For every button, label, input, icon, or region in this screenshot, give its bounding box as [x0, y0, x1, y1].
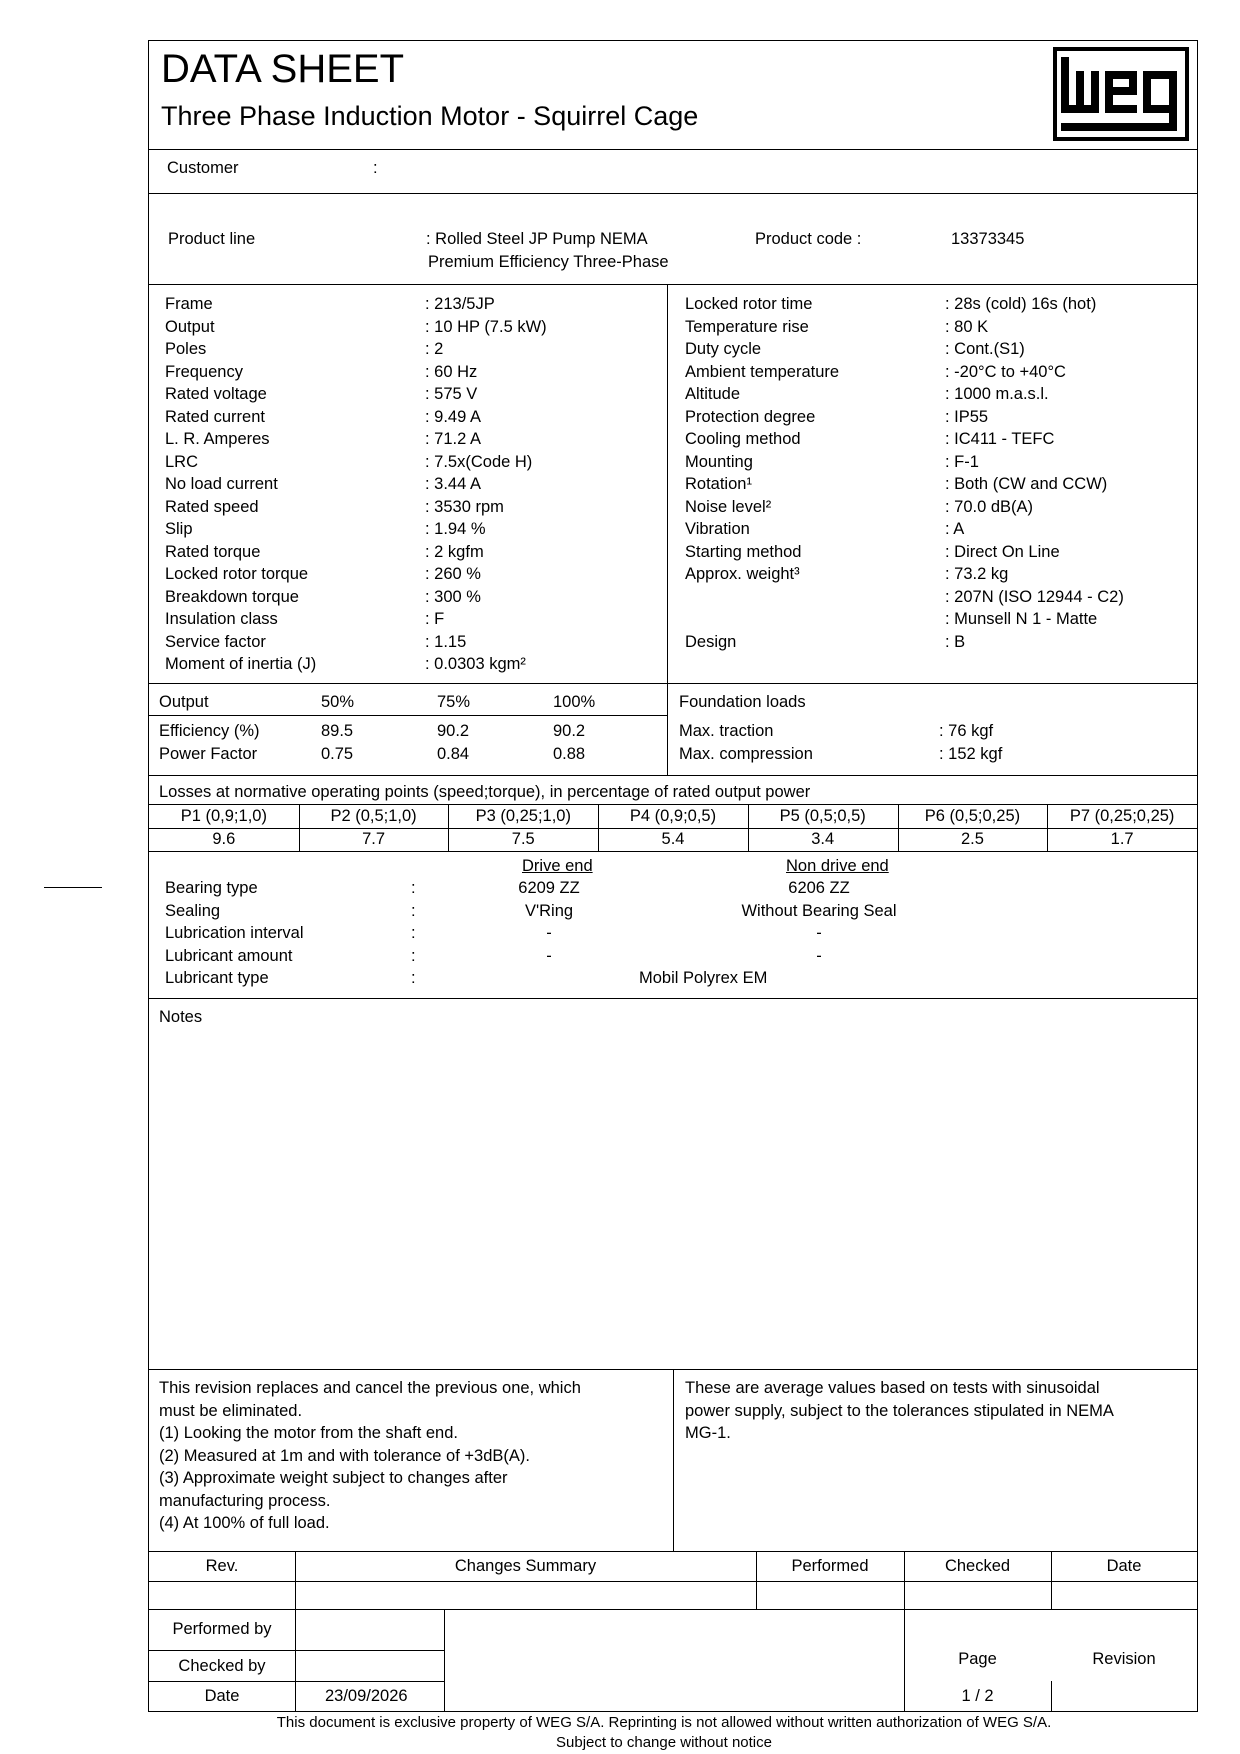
specs-left-labels	[165, 293, 316, 676]
column-divider	[1047, 804, 1048, 851]
loss-point-value: 9.6	[212, 830, 236, 848]
product-line-value-2: Premium Efficiency Three-Phase	[428, 253, 669, 271]
max-compression-label: Max. compression	[679, 745, 813, 763]
remark-line: power supply, subject to the tolerances stipulated in NEMA	[685, 1401, 1114, 1420]
specs-right-values	[945, 293, 1124, 653]
customer-separator: :	[373, 159, 378, 177]
spec-value: : Munsell N 1 - Matte	[945, 610, 1098, 628]
bearing-row-separator: :	[411, 924, 416, 942]
spec-label: Approx. weight³	[685, 565, 800, 583]
spec-value: : 1.15	[425, 632, 467, 651]
spec-value: : 260 %	[425, 565, 481, 583]
bearing-row-separator: :	[411, 946, 416, 965]
customer-label: Customer	[167, 159, 239, 177]
changes-summary-header: Changes Summary	[454, 1557, 597, 1575]
spec-value: : 7.5x(Code H)	[425, 452, 533, 471]
spec-value: : 10 HP (7.5 kW)	[425, 317, 547, 336]
rev-header: Rev.	[205, 1557, 239, 1575]
spec-label: Protection degree	[685, 407, 816, 426]
drive-end-header: Drive end	[522, 857, 593, 875]
remark-line: These are average values based on tests with sinusoidal	[685, 1379, 1100, 1397]
spec-value: : Direct On Line	[945, 542, 1060, 561]
drive-end-value: V'Ring	[524, 901, 574, 920]
weg-logo	[1053, 47, 1189, 141]
efficiency-100: 90.2	[553, 722, 586, 740]
specs-right-labels	[685, 293, 839, 653]
spec-value: : 70.0 dB(A)	[945, 497, 1034, 516]
loss-point-value: 1.7	[1110, 830, 1134, 848]
spec-value: : 9.49 A	[425, 407, 481, 426]
remark-line: This revision replaces and cancel the previous one, which	[159, 1379, 581, 1397]
spec-label: Service factor	[165, 632, 266, 651]
loss-point-value: 3.4	[811, 830, 835, 848]
loss-point-value: 7.5	[511, 830, 535, 848]
bearing-row-label: Lubrication interval	[165, 924, 304, 942]
divider	[149, 1581, 1197, 1582]
efficiency-label: Efficiency (%)	[159, 722, 260, 740]
loss-point-header: P7 (0,25;0,25)	[1069, 807, 1175, 825]
drive-end-value: -	[546, 924, 552, 942]
spec-value: : 207N (ISO 12944 - C2)	[945, 587, 1124, 606]
footer-copyright: This document is exclusive property of WEG S/A. Reprinting is not allowed without written authorization of WEG S/A.	[276, 1714, 1052, 1731]
checked-header: Checked	[944, 1557, 1011, 1575]
spec-value: : 73.2 kg	[945, 565, 1009, 583]
date-value: 23/09/2026	[325, 1687, 408, 1705]
spec-value: : 0.0303 kgm²	[425, 655, 526, 673]
product-line-label: Product line	[168, 230, 256, 248]
spec-label: Rated torque	[165, 542, 261, 561]
losses-table	[149, 804, 1197, 851]
bearing-row-separator: :	[411, 901, 416, 920]
loss-point-header: P4 (0,9;0,5)	[629, 807, 717, 825]
divider	[149, 1609, 1197, 1610]
foundation-title: Foundation loads	[679, 693, 806, 711]
spec-value: : IP55	[945, 407, 989, 426]
date-label: Date	[204, 1687, 240, 1705]
divider	[149, 683, 1197, 684]
loss-point-header: P6 (0,5;0,25)	[924, 807, 1021, 825]
spec-label: Noise level²	[685, 497, 772, 516]
spec-label: Frame	[165, 295, 213, 313]
spec-value: : 300 %	[425, 587, 481, 606]
spec-value: : Both (CW and CCW)	[945, 475, 1108, 493]
spec-value: : B	[945, 632, 966, 651]
product-line-value-1: : Rolled Steel JP Pump NEMA	[426, 230, 648, 248]
divider	[149, 1681, 444, 1682]
drive-end-value: 6209 ZZ	[518, 879, 580, 897]
spec-value: : F-1	[945, 452, 979, 471]
spec-value: : 28s (cold) 16s (hot)	[945, 295, 1097, 313]
column-divider	[444, 1609, 445, 1712]
spec-value: : F	[425, 610, 445, 628]
efficiency-50: 89.5	[321, 722, 354, 740]
spec-value: : 213/5JP	[425, 295, 495, 313]
divider	[149, 715, 667, 716]
spec-label: Moment of inertia (J)	[165, 655, 317, 673]
spec-label: L. R. Amperes	[165, 430, 270, 448]
revision-label: Revision	[1092, 1650, 1156, 1668]
spec-label	[685, 608, 839, 631]
max-compression-value: : 152 kgf	[939, 745, 1003, 763]
losses-title: Losses at normative operating points (speed;torque), in percentage of rated output power	[159, 783, 811, 801]
spec-value: : A	[945, 520, 965, 538]
loss-point-value: 5.4	[661, 830, 685, 848]
spec-value: : 80 K	[945, 317, 989, 336]
max-traction-value: : 76 kgf	[939, 722, 994, 740]
spec-label: Rated current	[165, 407, 265, 426]
spec-value: : -20°C to +40°C	[945, 362, 1066, 381]
column-divider	[667, 683, 668, 775]
drive-end-value: -	[546, 946, 552, 965]
column-divider	[448, 804, 449, 851]
notes-label: Notes	[159, 1008, 203, 1026]
spec-label: Breakdown torque	[165, 587, 299, 606]
spec-label: Rotation¹	[685, 475, 752, 493]
spec-label: Ambient temperature	[685, 362, 840, 381]
spec-label: LRC	[165, 452, 199, 471]
footer-notice: Subject to change without notice	[556, 1734, 772, 1751]
perf-output-label: Output	[159, 693, 209, 711]
perf-load-100: 100%	[553, 693, 596, 711]
divider	[149, 1551, 1197, 1552]
non-drive-end-value: 6206 ZZ	[788, 879, 850, 897]
divider	[149, 1650, 444, 1651]
spec-value: : Cont.(S1)	[945, 340, 1025, 358]
column-divider	[673, 1369, 674, 1551]
page-value: 1 / 2	[961, 1687, 994, 1705]
spec-label: Altitude	[685, 385, 741, 403]
spec-label: Vibration	[685, 520, 750, 538]
page-label: Page	[958, 1650, 997, 1668]
spec-value: : 60 Hz	[425, 362, 478, 381]
product-code-label: Product code :	[755, 230, 862, 248]
power-factor-75: 0.84	[437, 745, 470, 763]
power-factor-label: Power Factor	[159, 745, 258, 763]
column-divider	[1051, 1681, 1052, 1712]
page-subtitle: Three Phase Induction Motor - Squirrel Cage	[161, 101, 699, 131]
spec-value: : 1000 m.a.s.l.	[945, 385, 1049, 403]
divider	[149, 193, 1197, 194]
remark-line: (4) At 100% of full load.	[159, 1514, 330, 1532]
efficiency-75: 90.2	[437, 722, 470, 740]
data-sheet	[148, 40, 1198, 1712]
non-drive-end-value: Without Bearing Seal	[741, 901, 897, 920]
spec-label: Rated voltage	[165, 385, 267, 403]
spec-label: No load current	[165, 475, 278, 493]
column-divider	[898, 804, 899, 851]
perf-load-50: 50%	[321, 693, 355, 711]
spec-label: Design	[685, 632, 737, 651]
non-drive-end-value: -	[816, 924, 822, 942]
remarks-right	[685, 1377, 1114, 1445]
non-drive-end-value: -	[816, 946, 822, 965]
spec-label: Output	[165, 317, 215, 336]
remark-line: (3) Approximate weight subject to changes after	[159, 1469, 508, 1487]
divider	[149, 998, 1197, 999]
spec-value: : 2 kgfm	[425, 542, 484, 561]
lubricant-type-label: Lubricant type	[165, 969, 269, 987]
spec-label: Rated speed	[165, 497, 259, 516]
column-divider	[748, 804, 749, 851]
spec-label	[685, 586, 839, 609]
spec-value: : 1.94 %	[425, 520, 486, 538]
loss-point-value: 7.7	[362, 830, 386, 848]
spec-label: Locked rotor torque	[165, 565, 309, 583]
column-divider	[299, 804, 300, 851]
loss-point-header: P1 (0,9;1,0)	[180, 807, 267, 825]
remarks-left	[159, 1377, 581, 1535]
column-divider	[295, 1609, 296, 1712]
performed-header: Performed	[791, 1557, 869, 1575]
remark-line: (2) Measured at 1m and with tolerance of +3dB(A).	[159, 1446, 530, 1465]
spec-label: Starting method	[685, 542, 802, 561]
divider	[149, 284, 1197, 285]
divider	[149, 149, 1197, 150]
spec-label: Insulation class	[165, 610, 278, 628]
date-header: Date	[1106, 1557, 1142, 1575]
spec-value: : IC411 - TEFC	[945, 430, 1055, 448]
spec-value: : 71.2 A	[425, 430, 481, 448]
max-traction-label: Max. traction	[679, 722, 774, 740]
divider	[149, 775, 1197, 776]
column-divider	[667, 284, 668, 683]
bearing-row-label: Lubricant amount	[165, 946, 293, 965]
perf-load-75: 75%	[437, 693, 471, 711]
bearing-row-separator: :	[411, 879, 416, 897]
non-drive-end-header: Non drive end	[786, 857, 889, 875]
loss-point-header: P2 (0,5;1,0)	[330, 807, 417, 825]
column-divider	[598, 804, 599, 851]
spec-value: : 2	[425, 340, 444, 358]
power-factor-100: 0.88	[553, 745, 586, 763]
specs-left-values	[425, 293, 547, 676]
lubricant-type-separator: :	[411, 969, 416, 987]
margin-mark	[44, 887, 102, 888]
spec-label: Frequency	[165, 362, 243, 381]
spec-value: : 3.44 A	[425, 475, 481, 493]
spec-label: Mounting	[685, 452, 753, 471]
product-code-value: 13373345	[951, 230, 1025, 248]
remark-line: must be eliminated.	[159, 1401, 303, 1420]
spec-label: Duty cycle	[685, 340, 762, 358]
bearing-row-label: Bearing type	[165, 879, 258, 897]
spec-value: : 575 V	[425, 385, 478, 403]
loss-point-header: P5 (0,5;0,5)	[779, 807, 866, 825]
performed-by-label: Performed by	[172, 1620, 272, 1638]
page-title: DATA SHEET	[161, 47, 405, 91]
remark-line: MG-1.	[685, 1424, 731, 1442]
loss-point-value: 2.5	[960, 830, 984, 848]
power-factor-50: 0.75	[321, 745, 354, 763]
remark-line: (1) Looking the motor from the shaft end.	[159, 1424, 458, 1442]
spec-label: Poles	[165, 340, 207, 358]
spec-label: Slip	[165, 520, 193, 538]
spec-label: Locked rotor time	[685, 295, 813, 313]
spec-label: Cooling method	[685, 430, 801, 448]
checked-by-label: Checked by	[178, 1657, 266, 1675]
lubricant-type-value: Mobil Polyrex EM	[639, 969, 768, 987]
divider	[149, 851, 1197, 852]
remark-line: manufacturing process.	[159, 1491, 331, 1510]
spec-value: : 3530 rpm	[425, 497, 504, 516]
spec-label: Temperature rise	[685, 317, 809, 336]
loss-point-header: P3 (0,25;1,0)	[475, 807, 571, 825]
bearing-row-label: Sealing	[165, 901, 221, 920]
